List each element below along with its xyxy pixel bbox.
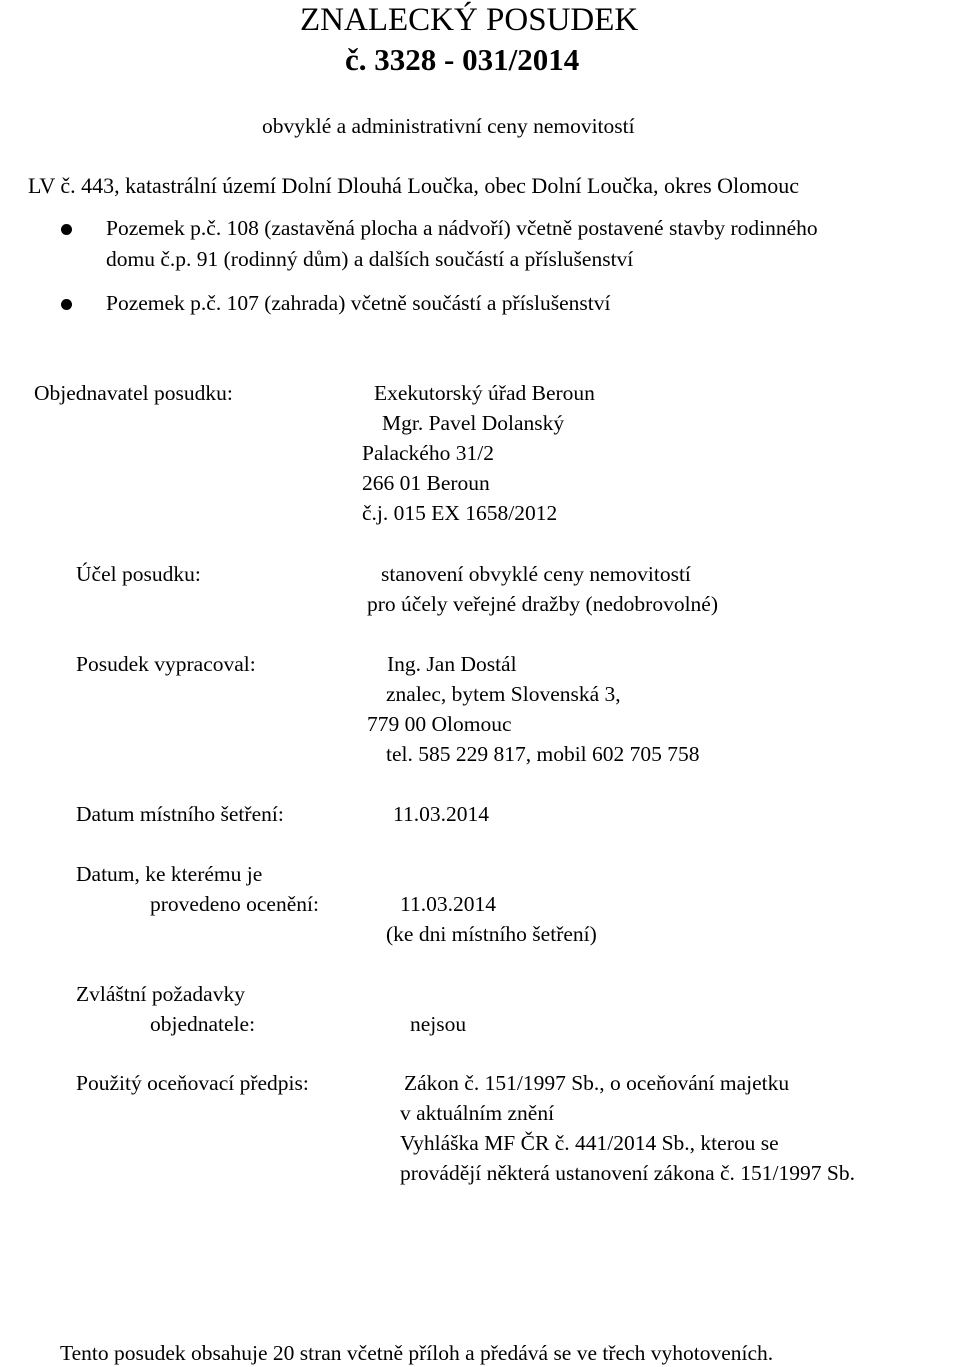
document-number: č. 3328 - 031/2014 — [345, 42, 580, 77]
regulation-line: v aktuálním znění — [400, 1101, 555, 1125]
property-item-2-line-1: Pozemek p.č. 107 (zahrada) včetně součástí a příslušenství — [106, 291, 611, 315]
author-line: znalec, bytem Slovenská 3, — [386, 682, 621, 706]
property-item-1-line-1: Pozemek p.č. 108 (zastavěná plocha a nádvoří) včetně postavené stavby rodinného — [106, 216, 818, 240]
client-line: č.j. 015 EX 1658/2012 — [362, 501, 558, 525]
regulation-line: Vyhláška MF ČR č. 441/2014 Sb., kterou se — [400, 1131, 779, 1155]
document-subtitle: obvyklé a administrativní ceny nemovitostí — [262, 114, 635, 138]
footer-note: Tento posudek obsahuje 20 stran včetně příloh a předává se ve třech vyhotoveních. — [60, 1341, 774, 1365]
purpose-line: stanovení obvyklé ceny nemovitostí — [381, 562, 691, 586]
author-line: tel. 585 229 817, mobil 602 705 758 — [386, 742, 700, 766]
purpose-label: Účel posudku: — [76, 562, 201, 586]
client-line: Exekutorský úřad Beroun — [374, 381, 595, 405]
regulation-label: Použitý oceňovací předpis: — [76, 1071, 309, 1095]
purpose-line: pro účely veřejné dražby (nedobrovolné) — [367, 592, 719, 616]
valuation-date: 11.03.2014 — [400, 892, 496, 916]
property-item-1-line-2: domu č.p. 91 (rodinný dům) a dalších součástí a příslušenství — [106, 247, 634, 271]
lv-line: LV č. 443, katastrální území Dolní Dlouhá Loučka, obec Dolní Loučka, okres Olomouc — [28, 173, 800, 198]
regulation-line: provádějí některá ustanovení zákona č. 151/1997 Sb. — [400, 1161, 855, 1185]
bullet-icon — [61, 299, 72, 310]
requirements-value: nejsou — [410, 1012, 467, 1036]
inspection-date: 11.03.2014 — [393, 802, 489, 826]
author-line: 779 00 Olomouc — [367, 712, 512, 736]
requirements-label: objednatele: — [150, 1012, 256, 1036]
author-label: Posudek vypracoval: — [76, 652, 256, 676]
valuation-label: Datum, ke kterému je — [76, 862, 263, 886]
bullet-icon — [61, 224, 72, 235]
valuation-label: provedeno ocenění: — [150, 892, 319, 916]
client-line: Mgr. Pavel Dolanský — [382, 411, 565, 435]
valuation-note: (ke dni místního šetření) — [386, 922, 597, 946]
client-label: Objednavatel posudku: — [34, 381, 233, 405]
inspection-label: Datum místního šetření: — [76, 802, 284, 826]
author-line: Ing. Jan Dostál — [387, 652, 517, 676]
client-line: Palackého 31/2 — [362, 441, 494, 465]
requirements-label: Zvláštní požadavky — [76, 982, 245, 1006]
client-line: 266 01 Beroun — [362, 471, 490, 495]
regulation-line: Zákon č. 151/1997 Sb., o oceňování majetku — [404, 1071, 790, 1095]
document-title: ZNALECKÝ POSUDEK — [300, 2, 639, 38]
